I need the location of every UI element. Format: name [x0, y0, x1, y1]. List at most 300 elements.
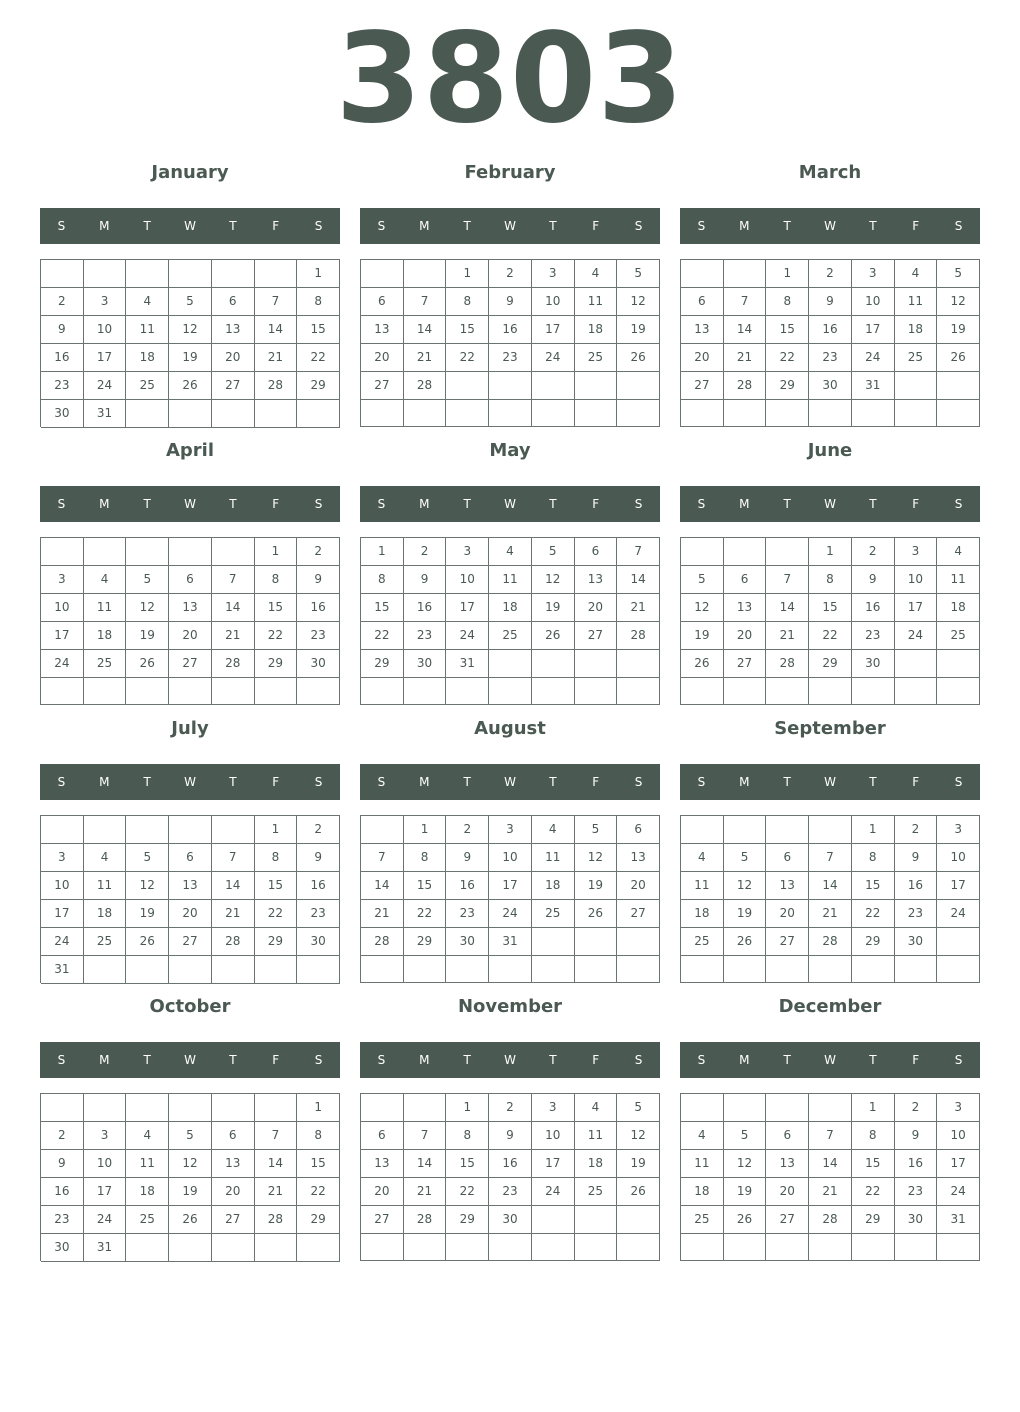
day-cell: 5 — [126, 844, 169, 872]
weekday-header-row — [680, 764, 980, 800]
weekday-header: F — [272, 775, 280, 789]
day-cell: 31 — [852, 372, 895, 400]
weekday-header: T — [869, 775, 877, 789]
day-cell: 14 — [724, 316, 767, 344]
day-cell: 18 — [126, 1178, 169, 1206]
empty-day-cell — [937, 372, 980, 400]
empty-day-cell — [297, 956, 340, 984]
empty-day-cell — [489, 650, 532, 678]
weekday-header: W — [824, 775, 836, 789]
weekday-header: W — [184, 219, 196, 233]
day-cell: 27 — [724, 650, 767, 678]
day-cell: 11 — [489, 566, 532, 594]
weekday-header: T — [143, 775, 151, 789]
day-cell: 12 — [617, 1122, 660, 1150]
day-cell: 30 — [446, 928, 489, 956]
empty-day-cell — [489, 400, 532, 427]
day-cell: 20 — [617, 872, 660, 900]
weekday-header: M — [99, 775, 110, 789]
weekday-header: F — [592, 497, 600, 511]
day-cell: 8 — [297, 1122, 340, 1150]
day-cell: 1 — [852, 816, 895, 844]
empty-day-cell — [126, 400, 169, 428]
day-cell: 2 — [852, 538, 895, 566]
day-cell: 11 — [575, 1122, 618, 1150]
day-cell: 30 — [41, 1234, 84, 1262]
day-cell: 9 — [446, 844, 489, 872]
day-cell: 28 — [212, 928, 255, 956]
empty-day-cell — [126, 538, 169, 566]
weekday-header-row — [680, 486, 980, 522]
day-cell: 5 — [169, 1122, 212, 1150]
day-cell: 26 — [681, 650, 724, 678]
empty-day-cell — [169, 956, 212, 984]
day-cell: 23 — [41, 372, 84, 400]
day-cell: 14 — [617, 566, 660, 594]
day-cell: 12 — [169, 1150, 212, 1178]
day-cell: 10 — [532, 1122, 575, 1150]
weekday-header: S — [314, 219, 323, 233]
empty-day-cell — [212, 400, 255, 428]
day-cell: 22 — [255, 622, 298, 650]
empty-day-cell — [404, 678, 447, 705]
day-cell: 10 — [84, 316, 127, 344]
empty-day-cell — [766, 956, 809, 983]
day-cell: 22 — [297, 344, 340, 372]
day-cell: 8 — [852, 844, 895, 872]
day-cell: 30 — [404, 650, 447, 678]
day-cell: 18 — [532, 872, 575, 900]
day-cell: 31 — [41, 956, 84, 984]
empty-day-cell — [937, 1234, 980, 1261]
weekday-header: W — [824, 219, 836, 233]
day-cell: 18 — [575, 316, 618, 344]
day-cell: 24 — [489, 900, 532, 928]
day-cell: 5 — [617, 260, 660, 288]
day-cell: 19 — [681, 622, 724, 650]
day-cell: 5 — [724, 844, 767, 872]
weekday-header: S — [634, 219, 643, 233]
day-cell: 1 — [766, 260, 809, 288]
empty-day-cell — [617, 1234, 660, 1261]
day-cell: 24 — [41, 928, 84, 956]
day-cell: 26 — [169, 1206, 212, 1234]
day-cell: 13 — [361, 1150, 404, 1178]
day-cell: 3 — [937, 1094, 980, 1122]
day-cell: 30 — [489, 1206, 532, 1234]
empty-day-cell — [404, 1094, 447, 1122]
weekday-header-row — [40, 764, 340, 800]
weekday-header-row — [40, 486, 340, 522]
day-cell: 7 — [617, 538, 660, 566]
day-cell: 18 — [84, 900, 127, 928]
weekday-header: F — [592, 775, 600, 789]
empty-day-cell — [41, 678, 84, 705]
day-cell: 26 — [532, 622, 575, 650]
weekday-header: T — [463, 775, 471, 789]
day-cell: 29 — [852, 928, 895, 956]
empty-day-cell — [446, 1234, 489, 1261]
day-cell: 15 — [446, 1150, 489, 1178]
empty-day-cell — [489, 372, 532, 400]
day-cell: 16 — [41, 1178, 84, 1206]
day-cell: 29 — [446, 1206, 489, 1234]
empty-day-cell — [41, 538, 84, 566]
empty-day-cell — [766, 816, 809, 844]
day-grid — [680, 1093, 980, 1261]
weekday-header: W — [824, 497, 836, 511]
day-cell: 11 — [575, 288, 618, 316]
weekday-header: T — [549, 219, 557, 233]
day-cell: 27 — [575, 622, 618, 650]
empty-day-cell — [169, 1234, 212, 1262]
day-cell: 29 — [404, 928, 447, 956]
empty-day-cell — [681, 678, 724, 705]
day-cell: 27 — [766, 1206, 809, 1234]
day-cell: 10 — [41, 872, 84, 900]
day-cell: 31 — [84, 1234, 127, 1262]
day-cell: 26 — [617, 344, 660, 372]
day-cell: 19 — [169, 344, 212, 372]
day-cell: 29 — [255, 928, 298, 956]
day-cell: 11 — [937, 566, 980, 594]
weekday-header: S — [377, 775, 386, 789]
day-cell: 28 — [404, 1206, 447, 1234]
day-cell: 20 — [681, 344, 724, 372]
day-cell: 25 — [532, 900, 575, 928]
day-cell: 3 — [446, 538, 489, 566]
day-cell: 11 — [681, 872, 724, 900]
day-cell: 7 — [724, 288, 767, 316]
day-cell: 8 — [766, 288, 809, 316]
day-grid — [360, 1093, 660, 1261]
day-cell: 30 — [852, 650, 895, 678]
weekday-header: W — [504, 497, 516, 511]
empty-day-cell — [852, 1234, 895, 1261]
weekday-header: T — [869, 497, 877, 511]
empty-day-cell — [446, 400, 489, 427]
empty-day-cell — [809, 816, 852, 844]
empty-day-cell — [446, 372, 489, 400]
day-cell: 1 — [361, 538, 404, 566]
empty-day-cell — [404, 400, 447, 427]
empty-day-cell — [169, 260, 212, 288]
day-cell: 6 — [617, 816, 660, 844]
day-cell: 30 — [809, 372, 852, 400]
day-cell: 15 — [361, 594, 404, 622]
day-cell: 24 — [895, 622, 938, 650]
day-cell: 28 — [361, 928, 404, 956]
day-cell: 24 — [532, 344, 575, 372]
day-cell: 14 — [255, 1150, 298, 1178]
day-cell: 3 — [532, 260, 575, 288]
weekday-header: S — [314, 775, 323, 789]
day-cell: 17 — [532, 1150, 575, 1178]
day-cell: 4 — [895, 260, 938, 288]
empty-day-cell — [126, 260, 169, 288]
day-cell: 29 — [297, 372, 340, 400]
day-cell: 2 — [489, 1094, 532, 1122]
day-cell: 27 — [361, 1206, 404, 1234]
empty-day-cell — [617, 400, 660, 427]
month-name: June — [807, 440, 853, 461]
day-cell: 10 — [852, 288, 895, 316]
weekday-header: T — [869, 219, 877, 233]
day-cell: 25 — [895, 344, 938, 372]
weekday-header: T — [783, 775, 791, 789]
weekday-header: M — [739, 1053, 750, 1067]
day-cell: 23 — [895, 900, 938, 928]
empty-day-cell — [126, 956, 169, 984]
weekday-header: S — [697, 219, 706, 233]
empty-day-cell — [41, 1094, 84, 1122]
day-cell: 5 — [575, 816, 618, 844]
day-cell: 21 — [617, 594, 660, 622]
empty-day-cell — [297, 1234, 340, 1262]
day-cell: 19 — [724, 900, 767, 928]
empty-day-cell — [532, 678, 575, 705]
day-cell: 23 — [446, 900, 489, 928]
day-cell: 29 — [852, 1206, 895, 1234]
day-cell: 20 — [361, 1178, 404, 1206]
day-cell: 25 — [489, 622, 532, 650]
weekday-header: M — [419, 775, 430, 789]
weekday-header: M — [739, 219, 750, 233]
weekday-header: T — [463, 219, 471, 233]
weekday-header: T — [463, 1053, 471, 1067]
day-cell: 9 — [297, 844, 340, 872]
weekday-header: M — [739, 497, 750, 511]
day-cell: 21 — [404, 1178, 447, 1206]
day-cell: 17 — [532, 316, 575, 344]
day-cell: 23 — [489, 344, 532, 372]
empty-day-cell — [724, 1234, 767, 1261]
day-cell: 4 — [681, 1122, 724, 1150]
day-cell: 12 — [724, 1150, 767, 1178]
empty-day-cell — [41, 816, 84, 844]
day-cell: 30 — [895, 928, 938, 956]
day-cell: 8 — [446, 288, 489, 316]
empty-day-cell — [489, 956, 532, 983]
day-cell: 20 — [724, 622, 767, 650]
day-cell: 2 — [809, 260, 852, 288]
day-cell: 2 — [297, 816, 340, 844]
day-cell: 20 — [169, 900, 212, 928]
day-cell: 5 — [169, 288, 212, 316]
empty-day-cell — [446, 956, 489, 983]
day-cell: 25 — [575, 344, 618, 372]
month-name: February — [464, 162, 556, 183]
day-grid — [360, 815, 660, 983]
weekday-header: S — [954, 775, 963, 789]
day-cell: 21 — [361, 900, 404, 928]
weekday-header: S — [954, 1053, 963, 1067]
weekday-header: F — [912, 1053, 920, 1067]
empty-day-cell — [895, 372, 938, 400]
weekday-header: S — [314, 1053, 323, 1067]
day-cell: 28 — [809, 928, 852, 956]
month-name: December — [778, 996, 882, 1017]
day-cell: 2 — [41, 1122, 84, 1150]
day-cell: 29 — [766, 372, 809, 400]
weekday-header: W — [504, 219, 516, 233]
empty-day-cell — [212, 1094, 255, 1122]
day-cell: 7 — [212, 844, 255, 872]
day-cell: 7 — [809, 1122, 852, 1150]
weekday-header: S — [634, 1053, 643, 1067]
day-cell: 6 — [212, 288, 255, 316]
empty-day-cell — [212, 678, 255, 705]
day-cell: 14 — [361, 872, 404, 900]
day-cell: 12 — [937, 288, 980, 316]
day-cell: 5 — [532, 538, 575, 566]
empty-day-cell — [724, 538, 767, 566]
day-cell: 20 — [169, 622, 212, 650]
day-cell: 8 — [809, 566, 852, 594]
weekday-header: S — [954, 219, 963, 233]
weekday-header: T — [229, 497, 237, 511]
empty-day-cell — [575, 400, 618, 427]
day-cell: 4 — [126, 288, 169, 316]
day-cell: 4 — [84, 566, 127, 594]
day-cell: 13 — [766, 872, 809, 900]
weekday-header-row — [40, 208, 340, 244]
empty-day-cell — [532, 372, 575, 400]
day-cell: 17 — [84, 344, 127, 372]
weekday-header: F — [912, 775, 920, 789]
day-cell: 12 — [617, 288, 660, 316]
empty-day-cell — [809, 1234, 852, 1261]
weekday-header: T — [783, 1053, 791, 1067]
day-cell: 13 — [766, 1150, 809, 1178]
day-cell: 9 — [489, 288, 532, 316]
empty-day-cell — [126, 816, 169, 844]
day-cell: 12 — [532, 566, 575, 594]
empty-day-cell — [937, 650, 980, 678]
month-name: March — [798, 162, 862, 183]
day-cell: 26 — [617, 1178, 660, 1206]
day-cell: 5 — [937, 260, 980, 288]
day-cell: 7 — [404, 288, 447, 316]
empty-day-cell — [84, 956, 127, 984]
day-cell: 16 — [446, 872, 489, 900]
day-cell: 12 — [126, 594, 169, 622]
day-cell: 26 — [937, 344, 980, 372]
empty-day-cell — [446, 678, 489, 705]
day-cell: 22 — [809, 622, 852, 650]
empty-day-cell — [575, 650, 618, 678]
weekday-header-row — [360, 208, 660, 244]
empty-day-cell — [617, 928, 660, 956]
empty-day-cell — [255, 956, 298, 984]
day-cell: 13 — [361, 316, 404, 344]
day-cell: 10 — [937, 844, 980, 872]
day-cell: 24 — [84, 1206, 127, 1234]
day-cell: 10 — [446, 566, 489, 594]
day-cell: 3 — [532, 1094, 575, 1122]
weekday-header: F — [592, 219, 600, 233]
day-cell: 6 — [361, 288, 404, 316]
day-cell: 14 — [255, 316, 298, 344]
day-cell: 27 — [212, 372, 255, 400]
day-cell: 11 — [126, 1150, 169, 1178]
empty-day-cell — [361, 400, 404, 427]
day-cell: 5 — [126, 566, 169, 594]
day-cell: 16 — [41, 344, 84, 372]
empty-day-cell — [617, 650, 660, 678]
day-cell: 13 — [724, 594, 767, 622]
day-cell: 11 — [126, 316, 169, 344]
day-cell: 27 — [766, 928, 809, 956]
day-cell: 4 — [84, 844, 127, 872]
empty-day-cell — [84, 816, 127, 844]
weekday-header: S — [57, 219, 66, 233]
day-cell: 14 — [809, 872, 852, 900]
day-cell: 8 — [404, 844, 447, 872]
day-cell: 13 — [169, 872, 212, 900]
day-cell: 8 — [852, 1122, 895, 1150]
day-cell: 16 — [297, 872, 340, 900]
empty-day-cell — [361, 678, 404, 705]
day-cell: 17 — [84, 1178, 127, 1206]
day-cell: 19 — [575, 872, 618, 900]
day-cell: 27 — [681, 372, 724, 400]
day-cell: 14 — [404, 316, 447, 344]
day-cell: 17 — [41, 900, 84, 928]
day-cell: 4 — [681, 844, 724, 872]
day-cell: 15 — [852, 872, 895, 900]
day-cell: 25 — [937, 622, 980, 650]
day-cell: 28 — [809, 1206, 852, 1234]
empty-day-cell — [724, 260, 767, 288]
day-grid — [40, 815, 340, 983]
day-cell: 25 — [681, 928, 724, 956]
day-cell: 30 — [895, 1206, 938, 1234]
empty-day-cell — [84, 538, 127, 566]
empty-day-cell — [126, 678, 169, 705]
empty-day-cell — [724, 400, 767, 427]
day-cell: 11 — [84, 872, 127, 900]
day-cell: 18 — [895, 316, 938, 344]
day-cell: 20 — [212, 1178, 255, 1206]
empty-day-cell — [937, 956, 980, 983]
empty-day-cell — [617, 372, 660, 400]
weekday-header: F — [272, 1053, 280, 1067]
day-grid — [40, 537, 340, 705]
weekday-header: F — [912, 219, 920, 233]
day-cell: 21 — [766, 622, 809, 650]
day-cell: 8 — [255, 844, 298, 872]
day-cell: 6 — [169, 844, 212, 872]
weekday-header: M — [419, 497, 430, 511]
day-cell: 22 — [255, 900, 298, 928]
empty-day-cell — [532, 400, 575, 427]
day-cell: 27 — [169, 650, 212, 678]
day-cell: 15 — [852, 1150, 895, 1178]
day-cell: 9 — [297, 566, 340, 594]
month-name: May — [489, 440, 531, 461]
weekday-header-row — [360, 764, 660, 800]
empty-day-cell — [255, 1094, 298, 1122]
day-cell: 19 — [937, 316, 980, 344]
day-cell: 3 — [937, 816, 980, 844]
day-cell: 11 — [532, 844, 575, 872]
day-grid — [360, 259, 660, 427]
day-cell: 8 — [255, 566, 298, 594]
day-cell: 2 — [895, 1094, 938, 1122]
weekday-header: M — [99, 219, 110, 233]
day-cell: 19 — [532, 594, 575, 622]
